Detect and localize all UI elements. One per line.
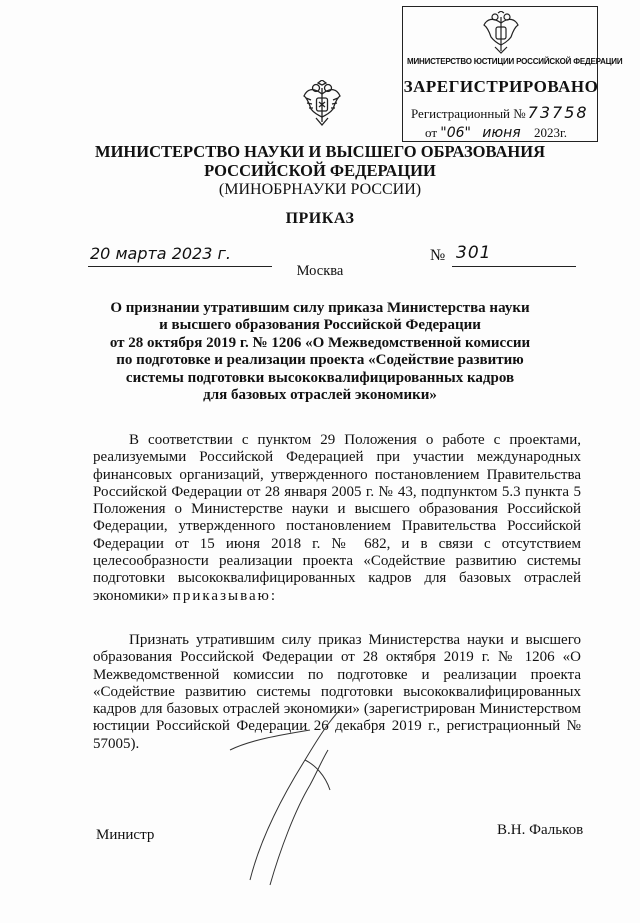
- order-title-line5: системы подготовки высококвалифицированных кадров: [125, 369, 515, 386]
- order-title: [80, 300, 560, 404]
- coat-of-arms-icon: [302, 80, 342, 126]
- preamble-paragraph: [93, 432, 581, 605]
- document-type-label: ПРИКАЗ: [285, 210, 355, 227]
- preamble-text: В соответствии с пунктом 29 Положения о работе с проектами, реализуемыми Российской Федерацией при участии международных финансовых организаций, утвержденного постановлением Правительства Российской Федерации от 28 января 2005 г. № 43, подпунктом 5.3 пункта 5 Положения о Министерстве науки и высшего образования Российской Федерации, утвержденного постановлением Правительства Российской Федерации от 15 июня 2018 г. № 682, и в связи с отсутствием целесообразности реализации проекта «Содействие развитию системы подготовки высококвалифицированных кадров для базовых отраслей экономики»: [93, 432, 581, 604]
- stamp-registered-label: ЗАРЕГИСТРИРОВАНО: [403, 77, 599, 96]
- stamp-reg-label: Регистрационный №: [411, 106, 526, 121]
- signature-icon: [210, 690, 380, 890]
- eagle-emblem-icon: [481, 11, 521, 55]
- signatory-name: В.Н. Фальков: [497, 822, 584, 838]
- signatory-position: Министр: [96, 827, 155, 843]
- order-number-sign: №: [430, 247, 446, 264]
- ministry-name-line1: МИНИСТЕРСТВО НАУКИ И ВЫСШЕГО ОБРАЗОВАНИЯ: [95, 142, 545, 161]
- operative-text: Признать утратившим силу приказ Министерства науки и высшего образования Российской Федерации от 28 октября 2019 г. № 1206 «О Межведомственной комиссии по подготовке и реализации проекта «Содействие развитию системы подготовки высококвалифицированных кадров для базовых отраслей экономики» (зарегистрирован Министерством юстиции Российской Федерации 26 декабря 2019 г., регистрационный № 57005).: [93, 632, 581, 752]
- stamp-date-line: [425, 125, 567, 141]
- order-directive-word: приказываю:: [172, 587, 277, 604]
- ministry-short-name: (МИНОБРНАУКИ РОССИИ): [218, 181, 422, 198]
- document-type: [0, 210, 640, 228]
- order-title-line6: для базовых отраслей экономики»: [203, 387, 437, 404]
- order-title-line2: и высшего образования Российской Федерации: [159, 317, 481, 334]
- order-title-line4: по подготовке и реализации проекта «Содействие развитию: [116, 352, 524, 369]
- stamp-registration-line: [411, 103, 589, 122]
- ministry-name-line2: РОССИЙСКОЙ ФЕДЕРАЦИИ: [204, 161, 436, 180]
- city-line: [0, 262, 640, 280]
- order-number: 301: [456, 243, 492, 263]
- stamp-date-prefix: от: [425, 125, 438, 140]
- order-date: 20 марта 2023 г.: [90, 244, 231, 263]
- stamp-date-month: июня: [482, 125, 521, 141]
- stamp-date-year: 2023г.: [533, 125, 568, 140]
- city-name: Москва: [296, 263, 344, 279]
- stamp-date-day: "06": [440, 125, 471, 141]
- stamp-reg-number: 73758: [527, 103, 589, 122]
- order-title-line3: от 28 октября 2019 г. № 1206 «О Межведомственной комиссии: [109, 334, 531, 351]
- stamp-ministry-name: МИНИСТЕРСТВО ЮСТИЦИИ РОССИЙСКОЙ ФЕДЕРАЦИИ: [407, 57, 623, 66]
- registration-stamp: [402, 6, 623, 142]
- ministry-header: [0, 142, 640, 199]
- order-title-line1: О признании утратившим силу приказа Министерства науки: [110, 300, 530, 316]
